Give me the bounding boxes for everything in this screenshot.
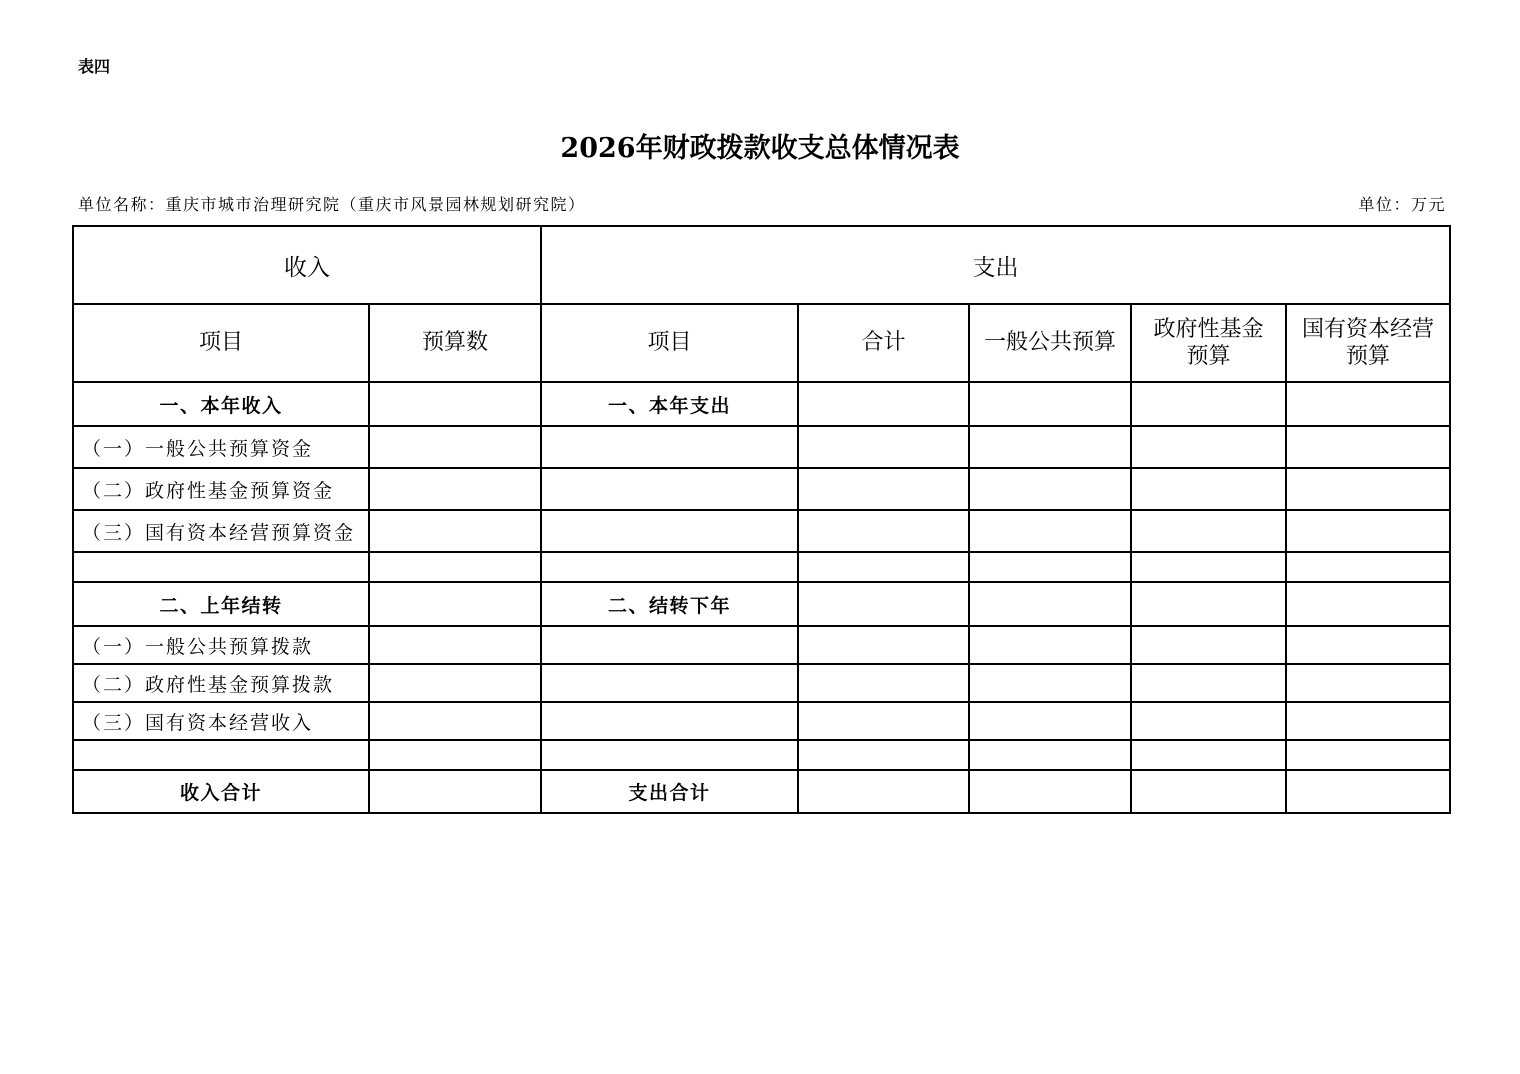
income-budget-cell [369, 626, 541, 664]
exp-state-cell [1286, 740, 1450, 770]
exp-fund-cell [1131, 510, 1286, 552]
exp-fund-header-line1: 政府性基金 [1153, 316, 1264, 342]
header-row-1 [73, 226, 1450, 304]
exp-fund-cell [1131, 770, 1286, 813]
income-budget-header: 预算数 [369, 304, 541, 382]
income-header: 收入 [73, 226, 541, 304]
expenditure-header: 支出 [541, 226, 1450, 304]
table-row [73, 702, 1450, 740]
exp-total-header: 合计 [798, 304, 969, 382]
table-row [73, 468, 1450, 510]
exp-fund-header [1131, 304, 1286, 382]
income-item-cell: （一）一般公共预算资金 [73, 426, 369, 468]
income-item-cell: 二、上年结转 [73, 582, 369, 626]
exp-state-cell [1286, 626, 1450, 664]
exp-state-header-line2: 预算 [1346, 344, 1391, 369]
exp-state-cell [1286, 426, 1450, 468]
exp-item-cell: 二、结转下年 [541, 582, 798, 626]
exp-fund-cell [1131, 702, 1286, 740]
page-title: 2026年财政拨款收支总体情况表 [560, 133, 960, 164]
exp-item-cell [541, 426, 798, 468]
exp-general-cell [969, 382, 1131, 426]
exp-fund-cell [1131, 740, 1286, 770]
exp-total-cell [798, 552, 969, 582]
exp-fund-cell [1131, 664, 1286, 702]
exp-item-cell: 一、本年支出 [541, 382, 798, 426]
income-budget-cell [369, 510, 541, 552]
exp-fund-cell [1131, 382, 1286, 426]
income-item-cell: （二）政府性基金预算拨款 [73, 664, 369, 702]
exp-state-cell [1286, 770, 1450, 813]
exp-item-cell [541, 510, 798, 552]
table-row-empty [73, 740, 1450, 770]
exp-total-cell [798, 382, 969, 426]
income-item-cell: 一、本年收入 [73, 382, 369, 426]
income-item-cell [73, 552, 369, 582]
exp-total-cell [798, 510, 969, 552]
exp-general-cell [969, 770, 1131, 813]
income-budget-cell [369, 770, 541, 813]
exp-item-cell [541, 626, 798, 664]
table-row-empty [73, 552, 1450, 582]
unit-name-label: 单位名称：重庆市城市治理研究院（重庆市风景园林规划研究院） [78, 195, 586, 214]
exp-general-cell [969, 664, 1131, 702]
exp-fund-cell [1131, 552, 1286, 582]
table-row [73, 510, 1450, 552]
table-row-total [73, 770, 1450, 813]
income-budget-cell [369, 552, 541, 582]
table-row [73, 382, 1450, 426]
exp-general-cell [969, 626, 1131, 664]
income-budget-cell [369, 582, 541, 626]
exp-general-cell [969, 552, 1131, 582]
income-item-cell: （二）政府性基金预算资金 [73, 468, 369, 510]
income-item-cell [73, 740, 369, 770]
exp-state-header [1286, 304, 1450, 382]
exp-item-header: 项目 [541, 304, 798, 382]
budget-table [72, 225, 1451, 814]
exp-state-cell [1286, 582, 1450, 626]
table-row [73, 426, 1450, 468]
exp-fund-header-line2: 预算 [1186, 344, 1231, 369]
exp-fund-cell [1131, 626, 1286, 664]
exp-general-cell [969, 426, 1131, 468]
income-item-header: 项目 [73, 304, 369, 382]
exp-total-cell [798, 740, 969, 770]
currency-unit-label: 单位：万元 [1358, 195, 1446, 214]
exp-total-cell [798, 426, 969, 468]
exp-state-cell [1286, 552, 1450, 582]
exp-state-cell [1286, 382, 1450, 426]
exp-fund-cell [1131, 582, 1286, 626]
exp-total-cell [798, 664, 969, 702]
income-budget-cell [369, 426, 541, 468]
exp-state-cell [1286, 510, 1450, 552]
income-budget-cell [369, 382, 541, 426]
exp-fund-cell [1131, 426, 1286, 468]
exp-general-cell [969, 468, 1131, 510]
exp-item-cell [541, 702, 798, 740]
exp-total-cell [798, 770, 969, 813]
exp-item-cell [541, 552, 798, 582]
exp-state-header-line1: 国有资本经营 [1302, 316, 1435, 342]
table-row [73, 626, 1450, 664]
exp-state-cell [1286, 702, 1450, 740]
exp-general-header: 一般公共预算 [969, 304, 1131, 382]
exp-fund-cell [1131, 468, 1286, 510]
exp-total-cell [798, 626, 969, 664]
table-number: 表四 [78, 57, 111, 76]
exp-total-label: 支出合计 [541, 770, 798, 813]
exp-total-cell [798, 702, 969, 740]
exp-general-cell [969, 510, 1131, 552]
exp-state-cell [1286, 664, 1450, 702]
income-item-cell: （一）一般公共预算拨款 [73, 626, 369, 664]
table-row [73, 582, 1450, 626]
income-budget-cell [369, 468, 541, 510]
exp-total-cell [798, 468, 969, 510]
table-row [73, 664, 1450, 702]
exp-general-cell [969, 740, 1131, 770]
header-row-2 [73, 304, 1450, 382]
income-total-label: 收入合计 [73, 770, 369, 813]
income-budget-cell [369, 664, 541, 702]
income-item-cell: （三）国有资本经营预算资金 [73, 510, 369, 552]
exp-item-cell [541, 664, 798, 702]
exp-general-cell [969, 582, 1131, 626]
income-budget-cell [369, 702, 541, 740]
exp-state-cell [1286, 468, 1450, 510]
income-item-cell: （三）国有资本经营收入 [73, 702, 369, 740]
exp-general-cell [969, 702, 1131, 740]
exp-item-cell [541, 468, 798, 510]
exp-total-cell [798, 582, 969, 626]
exp-item-cell [541, 740, 798, 770]
income-budget-cell [369, 740, 541, 770]
